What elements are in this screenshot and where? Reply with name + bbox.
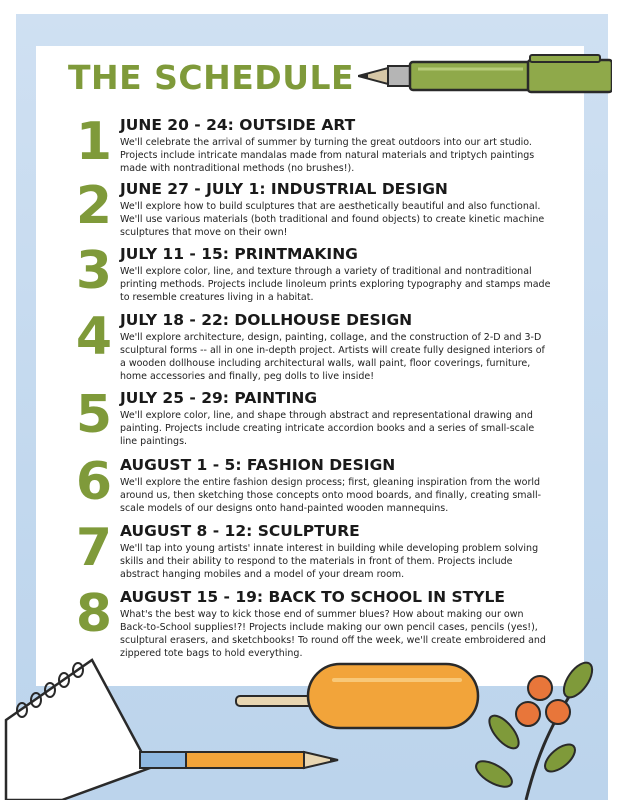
week-heading: JUNE 20 - 24: OUTSIDE ART — [120, 116, 356, 134]
week-description: We'll explore the entire fashion design process; first, gleaning inspiration from the world around us, then sketching those concepts onto mood boards, and finally, creating small-scale models of our designs onto hand-painted wooden mannequins. — [120, 477, 542, 514]
week-number: 3 — [75, 241, 113, 301]
week-number: 5 — [75, 385, 113, 445]
pen-icon — [358, 52, 612, 100]
week-heading: JULY 11 - 15: PRINTMAKING — [120, 245, 358, 263]
week-number: 6 — [75, 452, 113, 512]
week-heading: JUNE 27 - JULY 1: INDUSTRIAL DESIGN — [120, 180, 448, 198]
pencil-icon — [140, 752, 338, 768]
week-heading: AUGUST 8 - 12: SCULPTURE — [120, 522, 360, 540]
week-description: We'll explore how to build sculptures that are aesthetically beautiful and also functional. We'll use various materials (both traditional and found objects) to create kinetic machine sculptures that move on their own! — [120, 201, 545, 238]
week-number: 1 — [75, 112, 113, 172]
week-heading: JULY 25 - 29: PAINTING — [120, 389, 318, 407]
week-heading: JULY 18 - 22: DOLLHOUSE DESIGN — [120, 311, 413, 329]
bottom-illustrations — [0, 640, 621, 800]
popsicle-icon — [236, 664, 478, 728]
sketchbook-icon — [6, 660, 150, 800]
week-number: 8 — [75, 584, 113, 644]
week-description: What's the best way to kick those end of summer blues? How about making our own Back-to-School supplies!?! Projects include making our own pencil cases, pencils (yes!), sculptural erasers, and sketchbooks! To round off the week, we'll create embroidered and zippered tote bags to hold everything. — [120, 609, 546, 659]
week-description: We'll celebrate the arrival of summer by turning the great outdoors into our art studio. Projects include intricate mandalas made from natural materials and triptych paintings made with nontraditional methods (no brushes!). — [120, 137, 535, 174]
week-description: We'll explore color, line, and texture through a variety of traditional and nontraditional printing methods. Projects include linoleum prints exploring typography and stamps made to resemble creatures living in a habitat. — [120, 266, 551, 303]
berry-branch-icon — [472, 658, 597, 800]
week-description: We'll explore architecture, design, painting, collage, and the construction of 2-D and 3-D sculptural forms -- all in one in-depth project. Artists will create fully designed interiors of a wooden dollhouse including architectural walls, wall paint, floor coverings, furniture, home accessories and finally, peg dolls to live inside! — [120, 332, 545, 382]
week-description: We'll explore color, line, and shape through abstract and representational drawing and painting. Projects include creating intricate accordion books and a series of small-scale line paintings. — [120, 410, 535, 447]
week-number: 4 — [75, 307, 113, 367]
page-title: THE SCHEDULE — [68, 58, 355, 97]
week-number: 7 — [75, 518, 113, 578]
week-description: We'll tap into young artists' innate interest in building while developing problem solving skills and their ability to respond to the materials in front of them. Projects include abstract hanging mobiles and a model of your dream room. — [120, 543, 539, 580]
week-heading: AUGUST 1 - 5: FASHION DESIGN — [120, 456, 396, 474]
week-number: 2 — [75, 176, 113, 236]
week-heading: AUGUST 15 - 19: BACK TO SCHOOL IN STYLE — [120, 588, 505, 606]
